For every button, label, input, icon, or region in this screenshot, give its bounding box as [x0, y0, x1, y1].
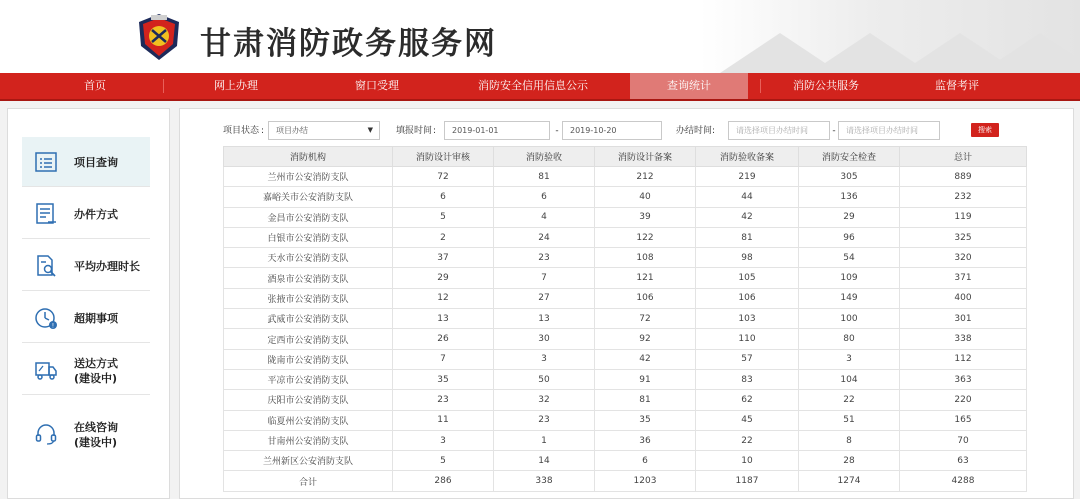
file-search-icon	[34, 254, 58, 278]
table-cell: 371	[900, 268, 1027, 288]
sidebar-item-online-consult[interactable]	[22, 409, 150, 459]
table-cell: 28	[799, 451, 900, 471]
nav-home[interactable]: 首页	[84, 79, 106, 92]
table-cell: 70	[900, 430, 1027, 450]
table-cell: 81	[595, 390, 696, 410]
table-cell: 44	[696, 187, 799, 207]
table-cell: 363	[900, 369, 1027, 389]
table-cell: 286	[393, 471, 494, 491]
table-cell: 22	[799, 390, 900, 410]
table-cell: 98	[696, 248, 799, 268]
table-cell: 23	[393, 390, 494, 410]
table-cell: 26	[393, 329, 494, 349]
table-cell: 8	[799, 430, 900, 450]
sidebar-item-avg-duration[interactable]	[22, 241, 150, 291]
table-cell: 108	[595, 248, 696, 268]
main-nav	[0, 73, 1080, 101]
table-cell-org: 陇南市公安消防支队	[224, 349, 393, 369]
table-cell: 7	[494, 268, 595, 288]
clock-icon	[34, 306, 58, 330]
nav-online[interactable]: 网上办理	[214, 79, 258, 92]
table-cell: 45	[696, 410, 799, 430]
table-cell: 3	[494, 349, 595, 369]
finish-start-input[interactable]: 请选择项目办结时间	[728, 121, 830, 140]
table-cell-org: 兰州市公安消防支队	[224, 167, 393, 187]
table-cell: 325	[900, 227, 1027, 247]
table-cell: 100	[799, 309, 900, 329]
table-cell: 5	[393, 451, 494, 471]
table-header-row	[224, 147, 1027, 167]
table-cell: 305	[799, 167, 900, 187]
table-cell: 119	[900, 207, 1027, 227]
table-cell: 30	[494, 329, 595, 349]
column-header: 消防设计备案	[595, 147, 696, 167]
colon: :	[712, 126, 716, 136]
table-row	[224, 349, 1027, 369]
document-icon	[34, 202, 58, 226]
table-cell: 1187	[696, 471, 799, 491]
sidebar-item-delivery-method[interactable]	[22, 345, 150, 395]
table-cell: 2	[393, 227, 494, 247]
table-cell: 72	[393, 167, 494, 187]
sidebar-item-handling-method[interactable]	[22, 189, 150, 239]
table-cell-org: 嘉峪关市公安消防支队	[224, 187, 393, 207]
table-cell: 54	[799, 248, 900, 268]
chevron-down-icon: ▼	[367, 126, 373, 134]
status-select[interactable]	[268, 121, 380, 140]
table-row	[224, 309, 1027, 329]
table-cell: 103	[696, 309, 799, 329]
table-cell: 7	[393, 349, 494, 369]
table-cell-org: 兰州新区公安消防支队	[224, 451, 393, 471]
table-cell: 35	[393, 369, 494, 389]
table-cell: 12	[393, 288, 494, 308]
table-cell: 320	[900, 248, 1027, 268]
column-header: 消防验收	[494, 147, 595, 167]
table-cell: 24	[494, 227, 595, 247]
table-cell: 22	[696, 430, 799, 450]
table-row	[224, 167, 1027, 187]
table-cell: 220	[900, 390, 1027, 410]
sidebar-item-label-line2: (建设中)	[74, 372, 118, 385]
table-cell: 36	[595, 430, 696, 450]
table-cell-org: 定西市公安消防支队	[224, 329, 393, 349]
sidebar-item-project-query[interactable]	[22, 137, 150, 187]
table-cell: 51	[799, 410, 900, 430]
table-body	[224, 167, 1027, 492]
column-header: 消防验收备案	[696, 147, 799, 167]
table-row	[224, 451, 1027, 471]
table-cell: 109	[799, 268, 900, 288]
table-cell: 165	[900, 410, 1027, 430]
list-icon	[34, 150, 58, 174]
table-cell: 106	[696, 288, 799, 308]
table-cell: 1203	[595, 471, 696, 491]
column-header: 消防设计审核	[393, 147, 494, 167]
site-title: 甘肃消防政务服务网	[200, 26, 497, 62]
svg-text:!: !	[51, 322, 55, 330]
table-cell: 81	[696, 227, 799, 247]
table-cell: 62	[696, 390, 799, 410]
fire-emblem-icon	[134, 12, 184, 62]
table-cell: 83	[696, 369, 799, 389]
sidebar-item-label: 超期事项	[74, 312, 118, 325]
table-row	[224, 329, 1027, 349]
table-cell-org: 酒泉市公安消防支队	[224, 268, 393, 288]
table-cell: 42	[696, 207, 799, 227]
table-cell: 29	[799, 207, 900, 227]
table-cell: 92	[595, 329, 696, 349]
table-cell: 104	[799, 369, 900, 389]
table-cell: 10	[696, 451, 799, 471]
finish-end-input[interactable]: 请选择项目办结时间	[838, 121, 940, 140]
table-cell: 338	[900, 329, 1027, 349]
table-cell: 80	[799, 329, 900, 349]
table-row	[224, 410, 1027, 430]
table-header	[224, 147, 1027, 167]
sidebar-item-label-line1: 送达方式	[74, 357, 118, 370]
table-cell: 338	[494, 471, 595, 491]
table-total-row	[224, 471, 1027, 491]
sidebar-item-label: 办件方式	[74, 208, 118, 221]
table-cell: 23	[494, 248, 595, 268]
fill-start-input[interactable]: 2019-01-01	[444, 121, 550, 140]
table-cell: 1	[494, 430, 595, 450]
table-cell-org: 白银市公安消防支队	[224, 227, 393, 247]
table-cell: 301	[900, 309, 1027, 329]
table-cell: 57	[696, 349, 799, 369]
truck-icon	[34, 358, 58, 382]
colon: :	[261, 126, 265, 136]
fill-range-dash: -	[555, 126, 559, 136]
table-cell: 91	[595, 369, 696, 389]
table-cell: 3	[393, 430, 494, 450]
table-row	[224, 390, 1027, 410]
table-cell: 96	[799, 227, 900, 247]
table-cell-org: 武威市公安消防支队	[224, 309, 393, 329]
statistics-table	[223, 146, 1027, 492]
status-select-value: 项目办结	[276, 126, 308, 135]
table-row	[224, 430, 1027, 450]
table-cell-org: 庆阳市公安消防支队	[224, 390, 393, 410]
table-cell: 13	[393, 309, 494, 329]
table-cell-org: 平凉市公安消防支队	[224, 369, 393, 389]
table-cell: 212	[595, 167, 696, 187]
table-cell: 42	[595, 349, 696, 369]
finish-range-dash: -	[832, 126, 836, 136]
table-cell-org: 甘南州公安消防支队	[224, 430, 393, 450]
table-row	[224, 288, 1027, 308]
table-cell-org: 天水市公安消防支队	[224, 248, 393, 268]
table-cell: 63	[900, 451, 1027, 471]
search-button[interactable]: 搜索	[971, 123, 999, 137]
table-cell: 27	[494, 288, 595, 308]
status-label: 项目状态	[223, 126, 260, 136]
table-cell: 14	[494, 451, 595, 471]
sidebar-item-label-line2: (建设中)	[74, 436, 118, 449]
table-cell: 35	[595, 410, 696, 430]
nav-window[interactable]: 窗口受理	[355, 79, 399, 92]
table-row	[224, 187, 1027, 207]
table-cell: 39	[595, 207, 696, 227]
table-cell: 122	[595, 227, 696, 247]
table-cell: 40	[595, 187, 696, 207]
table-cell-org: 金昌市公安消防支队	[224, 207, 393, 227]
table-cell: 4288	[900, 471, 1027, 491]
table-cell: 1274	[799, 471, 900, 491]
table-row	[224, 248, 1027, 268]
column-header: 消防机构	[224, 147, 393, 167]
table-cell: 37	[393, 248, 494, 268]
table-cell: 81	[494, 167, 595, 187]
header-banner-art	[700, 0, 1080, 73]
table-cell: 32	[494, 390, 595, 410]
table-cell: 149	[799, 288, 900, 308]
table-cell: 400	[900, 288, 1027, 308]
fill-end-input[interactable]: 2019-10-20	[562, 121, 662, 140]
sidebar-item-label: 项目查询	[74, 156, 118, 169]
sidebar	[7, 108, 170, 499]
table-cell: 112	[900, 349, 1027, 369]
colon: :	[433, 126, 437, 136]
table-cell: 11	[393, 410, 494, 430]
site-header	[0, 0, 1080, 73]
table-cell: 6	[393, 187, 494, 207]
table-cell: 13	[494, 309, 595, 329]
table-cell: 72	[595, 309, 696, 329]
table-row	[224, 207, 1027, 227]
nav-supervision[interactable]: 监督考评	[935, 79, 979, 92]
table-cell: 110	[696, 329, 799, 349]
nav-statistics[interactable]: 查询统计	[630, 73, 748, 99]
headset-icon	[34, 422, 58, 446]
table-cell: 6	[494, 187, 595, 207]
table-cell: 106	[595, 288, 696, 308]
table-cell: 105	[696, 268, 799, 288]
table-cell: 136	[799, 187, 900, 207]
sidebar-item-label: 平均办理时长	[74, 260, 140, 273]
nav-public-service[interactable]: 消防公共服务	[793, 79, 859, 92]
table-row	[224, 227, 1027, 247]
table-cell-org: 临夏州公安消防支队	[224, 410, 393, 430]
table-cell-org: 合计	[224, 471, 393, 491]
table-cell: 232	[900, 187, 1027, 207]
finish-time-label: 办结时间	[676, 126, 713, 136]
column-header: 消防安全检查	[799, 147, 900, 167]
table-cell: 29	[393, 268, 494, 288]
table-row	[224, 268, 1027, 288]
table-cell: 50	[494, 369, 595, 389]
sidebar-item-label	[74, 356, 118, 386]
fill-time-label: 填报时间	[396, 126, 433, 136]
table-cell: 6	[595, 451, 696, 471]
table-cell: 5	[393, 207, 494, 227]
sidebar-item-label-line1: 在线咨询	[74, 421, 118, 434]
table-cell-org: 张掖市公安消防支队	[224, 288, 393, 308]
column-header: 总计	[900, 147, 1027, 167]
nav-credit[interactable]: 消防安全信用信息公示	[478, 79, 588, 92]
table-cell: 219	[696, 167, 799, 187]
query-panel	[179, 108, 1074, 499]
sidebar-item-overdue[interactable]	[22, 293, 150, 343]
table-cell: 4	[494, 207, 595, 227]
table-row	[224, 369, 1027, 389]
sidebar-item-label	[74, 420, 118, 450]
table-cell: 889	[900, 167, 1027, 187]
table-cell: 23	[494, 410, 595, 430]
table-cell: 121	[595, 268, 696, 288]
table-cell: 3	[799, 349, 900, 369]
